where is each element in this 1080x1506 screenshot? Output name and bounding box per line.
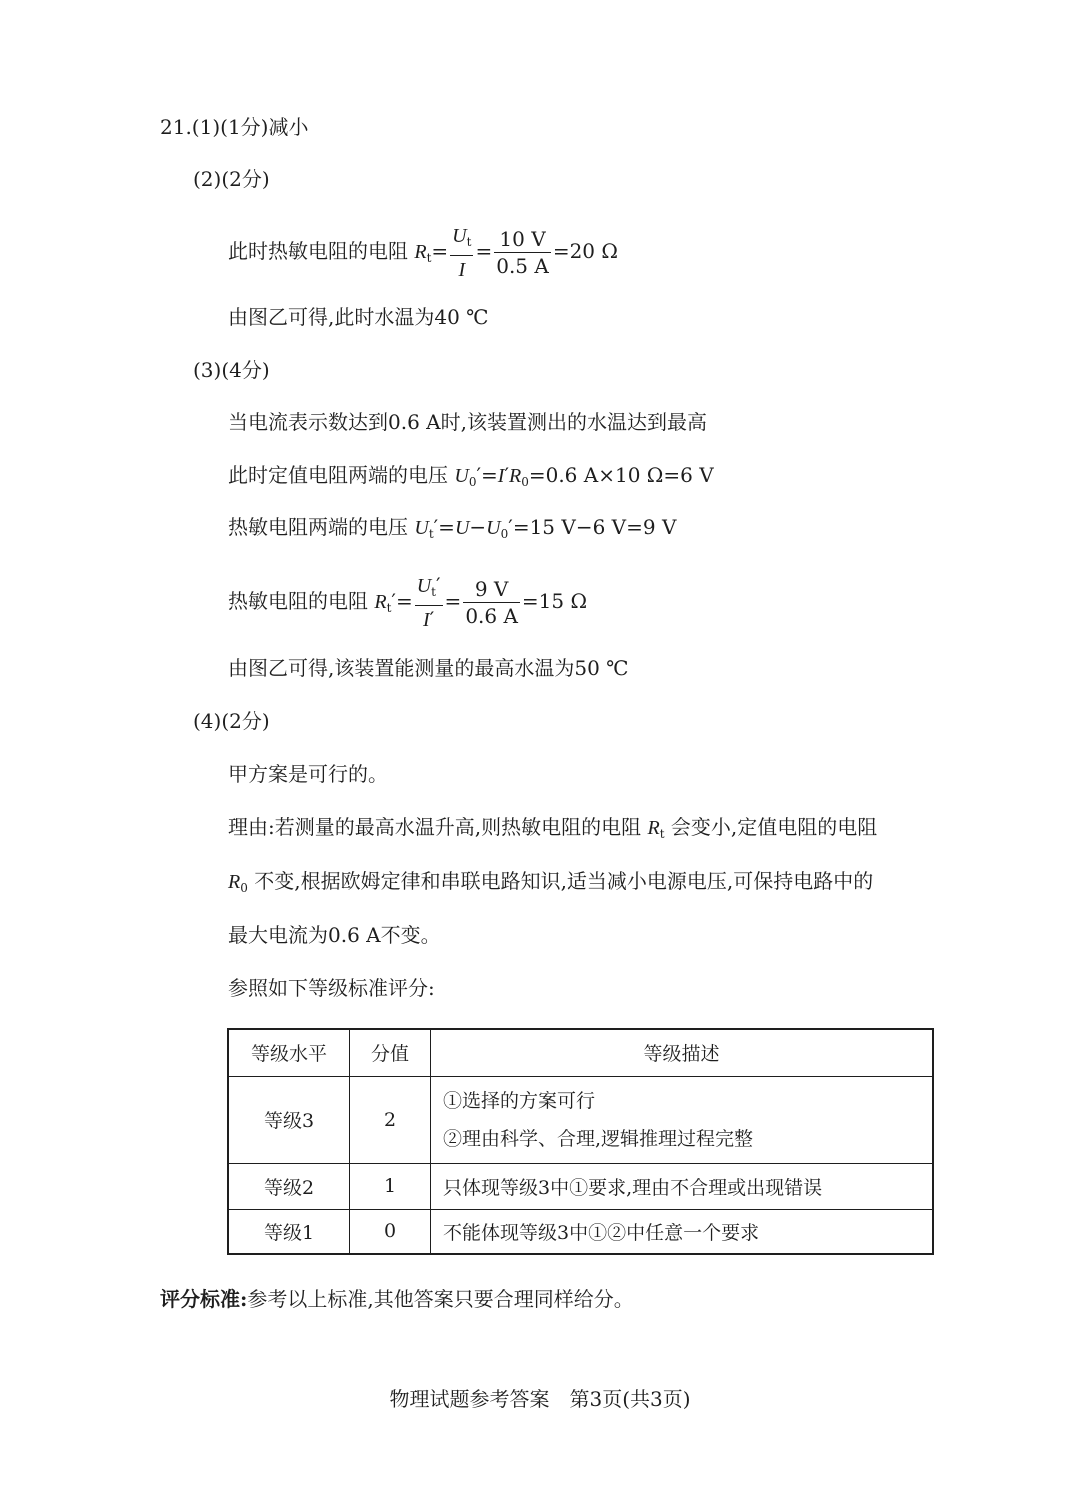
q21-part3-line4: 热敏电阻的电阻 $R_t'=$ $\frac{U_t'}{I'}$ = $\frac{9 V}{0.6 A}$ =15 Ω: [228, 573, 588, 631]
q21-part4-line1: 甲方案是可行的。: [228, 762, 388, 786]
q21-part3-line1: 当电流表示数达到0.6 A时,该装置测出的水温达到最高: [228, 410, 707, 434]
line4-prefix: 热敏电阻的电阻: [228, 589, 368, 613]
q21-part2-formula: 此时热敏电阻的电阻 $R_t=$ $\frac{U_t}{I}$ = $\frac{10 V}{0.5 A}$ =20 Ω: [228, 222, 618, 285]
fraction-u-over-i: [450, 222, 473, 283]
row-score: 1: [350, 1163, 431, 1209]
formula-prefix: 此时热敏电阻的电阻: [228, 239, 408, 263]
q21-part1-label: 21.(1)(1分): [160, 115, 269, 139]
row-score: 2: [350, 1076, 431, 1163]
q21-part2-label: (2)(2分): [193, 167, 270, 191]
frac2-den-value: 0.6 A: [465, 604, 518, 628]
row-level: 等级2: [228, 1163, 350, 1209]
line4-result: =15 Ω: [521, 589, 588, 613]
table-row: [228, 1209, 933, 1254]
frac-den-var: I: [458, 259, 466, 281]
reason-a: 理由:若测量的最高水温升高,则热敏电阻的电阻: [228, 815, 642, 839]
page-footer: 物理试题参考答案 第3页(共3页): [389, 1387, 691, 1411]
frac-den-value: 0.5 A: [496, 254, 549, 278]
fraction-values: [494, 226, 551, 279]
row-desc-line: ①选择的方案可行: [443, 1089, 596, 1112]
row-desc: 只体现等级3中①要求,理由不合理或出现错误: [431, 1163, 934, 1209]
header-desc: 等级描述: [431, 1029, 934, 1076]
q21-part4-label: (4)(2分): [193, 709, 270, 733]
table-header-row: [228, 1029, 933, 1076]
q21-part3-conclusion: 由图乙可得,该装置能测量的最高水温为50 ℃: [228, 656, 629, 680]
q21-part4-reason-line1: 理由:若测量的最高水温升高,则热敏电阻的电阻 $R_t$ 会变小,定值电阻的电阻: [228, 815, 878, 841]
row-desc-line: ②理由科学、合理,逻辑推理过程完整: [443, 1127, 754, 1150]
row-desc: [431, 1076, 934, 1163]
frac-num-sub: t: [466, 235, 472, 249]
line3-rest: =15 V−6 V=9 V: [512, 515, 677, 539]
grading-table: [227, 1028, 934, 1255]
table-row: [228, 1163, 933, 1209]
header-level: 等级水平: [228, 1029, 350, 1076]
frac-num-value: 10 V: [494, 226, 551, 253]
var-r-sub: t: [426, 251, 432, 265]
formula-result: =20 Ω: [552, 239, 618, 263]
q21-part2-conclusion: 由图乙可得,此时水温为40 ℃: [228, 305, 489, 329]
reason-c: 不变,根据欧姆定律和串联电路知识,适当减小电源电压,可保持电路中的: [254, 869, 874, 893]
header-score: 分值: [350, 1029, 431, 1076]
line2-rest: =0.6 A×10 Ω=6 V: [528, 463, 714, 487]
row-desc: 不能体现等级3中①②中任意一个要求: [431, 1209, 934, 1254]
q21-part4-reason-line3: 最大电流为0.6 A不变。: [228, 923, 441, 947]
frac-num-var: U: [452, 225, 467, 247]
scoring-note-label: 评分标准:: [160, 1287, 248, 1311]
q21-part3-line2: 此时定值电阻两端的电压 $U_0'=I'R_0=0.6$ A×10 Ω=6 V: [228, 463, 714, 489]
q21-part1: [160, 113, 308, 141]
row-score: 0: [350, 1209, 431, 1254]
q21-part3-line3: 热敏电阻两端的电压 $U_t'=U-U_0'=15$ V−6 V=9 V: [228, 515, 677, 541]
table-row: [228, 1076, 933, 1163]
frac2-num-value: 9 V: [463, 576, 520, 603]
reason-b: 会变小,定值电阻的电阻: [670, 815, 878, 839]
q21-part1-answer: 减小: [268, 115, 309, 139]
q21-part4-reason-line2: $R_0$ 不变,根据欧姆定律和串联电路知识,适当减小电源电压,可保持电路中的: [228, 869, 874, 895]
scoring-note-text: 参考以上标准,其他答案只要合理同样给分。: [247, 1287, 634, 1311]
rubric-intro: 参照如下等级标准评分:: [228, 976, 435, 1000]
row-level: 等级1: [228, 1209, 350, 1254]
fraction-ut-over-i: $\frac{U_t'}{I'}$: [416, 573, 441, 631]
line2-prefix: 此时定值电阻两端的电压: [228, 463, 448, 487]
scoring-note: [160, 1285, 634, 1313]
line3-prefix: 热敏电阻两端的电压: [228, 515, 408, 539]
var-r: R: [414, 241, 427, 263]
fraction-values-2: [463, 576, 520, 629]
row-level: 等级3: [228, 1076, 350, 1163]
q21-part3-label: (3)(4分): [193, 358, 270, 382]
